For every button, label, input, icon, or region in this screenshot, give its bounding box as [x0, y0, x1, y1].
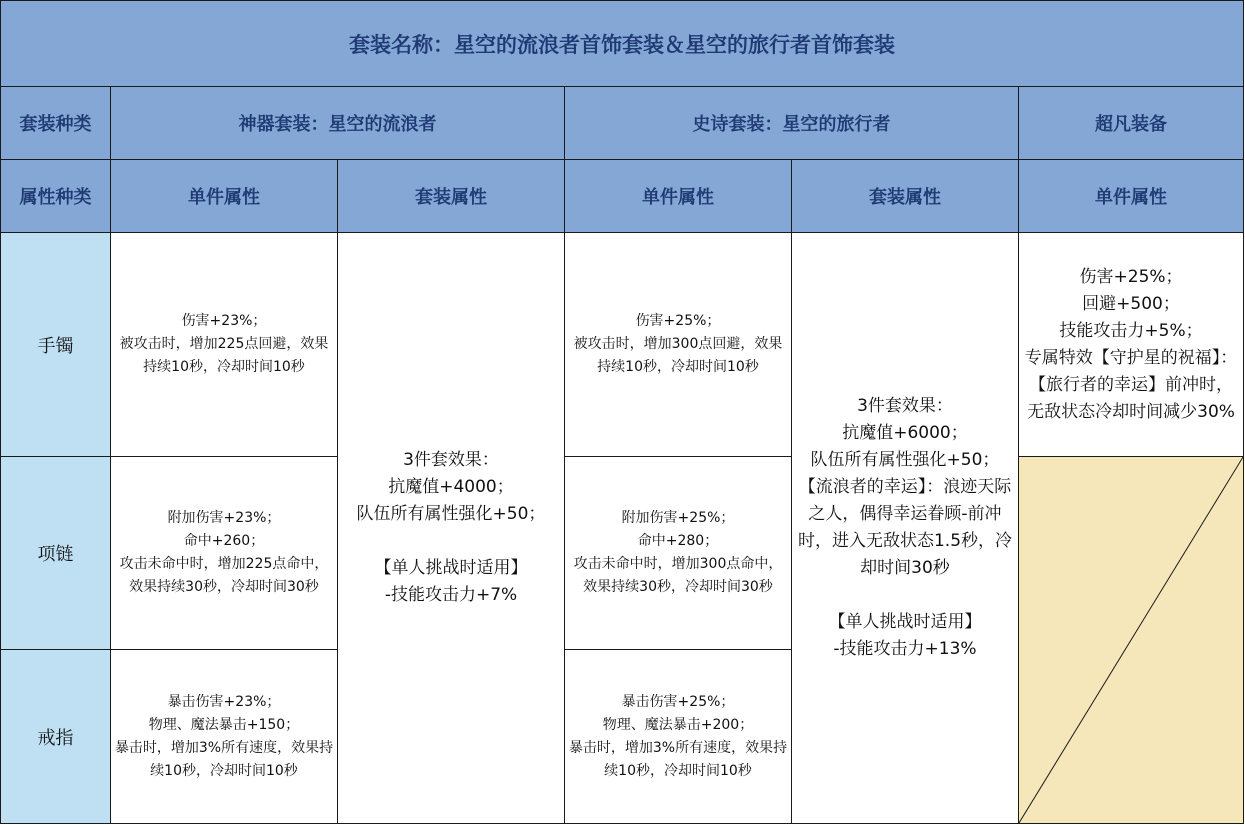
epic-set-effect: 3件套效果： 抗魔值+6000； 队伍所有属性强化+50； 【流浪者的幸运】：浪迹天际之人，偶得幸运眷顾-前冲时，进入无敌状态1.5秒，冷却时间30秒 【单人挑战时适用】 -技能攻击力+13%	[792, 233, 1019, 824]
artifact-necklace-attr: 附加伤害+23%； 命中+260； 攻击未命中时，增加225点命中，效果持续30秒，冷却时间30秒	[111, 457, 338, 650]
epic-ring-attr: 暴击伤害+25%； 物理、魔法暴击+200； 暴击时，增加3%所有速度，效果持续10秒，冷却时间10秒	[565, 650, 792, 824]
transcend-bracelet-attr: 伤害+25%； 回避+500； 技能攻击力+5%； 专属特效【守护星的祝福】：【旅行者的幸运】前冲时，无敌状态冷却时间减少30%	[1019, 233, 1244, 457]
row-label-necklace: 项链	[1, 457, 111, 650]
set-type-label: 套装种类	[1, 87, 111, 160]
attribute-type-label: 属性种类	[1, 160, 111, 233]
epic-necklace-attr: 附加伤害+25%； 命中+280； 攻击未命中时，增加300点命中，效果持续30秒，冷却时间30秒	[565, 457, 792, 650]
epic-set-header: 史诗套装：星空的旅行者	[565, 87, 1019, 160]
artifact-single-header: 单件属性	[111, 160, 338, 233]
artifact-set-header: 神器套装：星空的流浪者	[111, 87, 565, 160]
epic-bracelet-attr: 伤害+25%； 被攻击时，增加300点回避，效果持续10秒，冷却时间10秒	[565, 233, 792, 457]
artifact-set-attr-header: 套装属性	[338, 160, 565, 233]
artifact-bracelet-attr: 伤害+23%； 被攻击时，增加225点回避，效果持续10秒，冷却时间10秒	[111, 233, 338, 457]
diagonal-slash	[1019, 457, 1243, 823]
transcend-single-header: 单件属性	[1019, 160, 1244, 233]
row-label-bracelet: 手镯	[1, 233, 111, 457]
set-title: 套装名称：星空的流浪者首饰套装＆星空的旅行者首饰套装	[1, 1, 1244, 87]
row-label-ring: 戒指	[1, 650, 111, 824]
artifact-ring-attr: 暴击伤害+23%； 物理、魔法暴击+150； 暴击时，增加3%所有速度，效果持续10秒，冷却时间10秒	[111, 650, 338, 824]
epic-set-attr-header: 套装属性	[792, 160, 1019, 233]
epic-single-header: 单件属性	[565, 160, 792, 233]
transcend-header: 超凡装备	[1019, 87, 1244, 160]
not-applicable-cell	[1019, 457, 1244, 824]
artifact-set-effect: 3件套效果： 抗魔值+4000； 队伍所有属性强化+50； 【单人挑战时适用】 -技能攻击力+7%	[338, 233, 565, 824]
